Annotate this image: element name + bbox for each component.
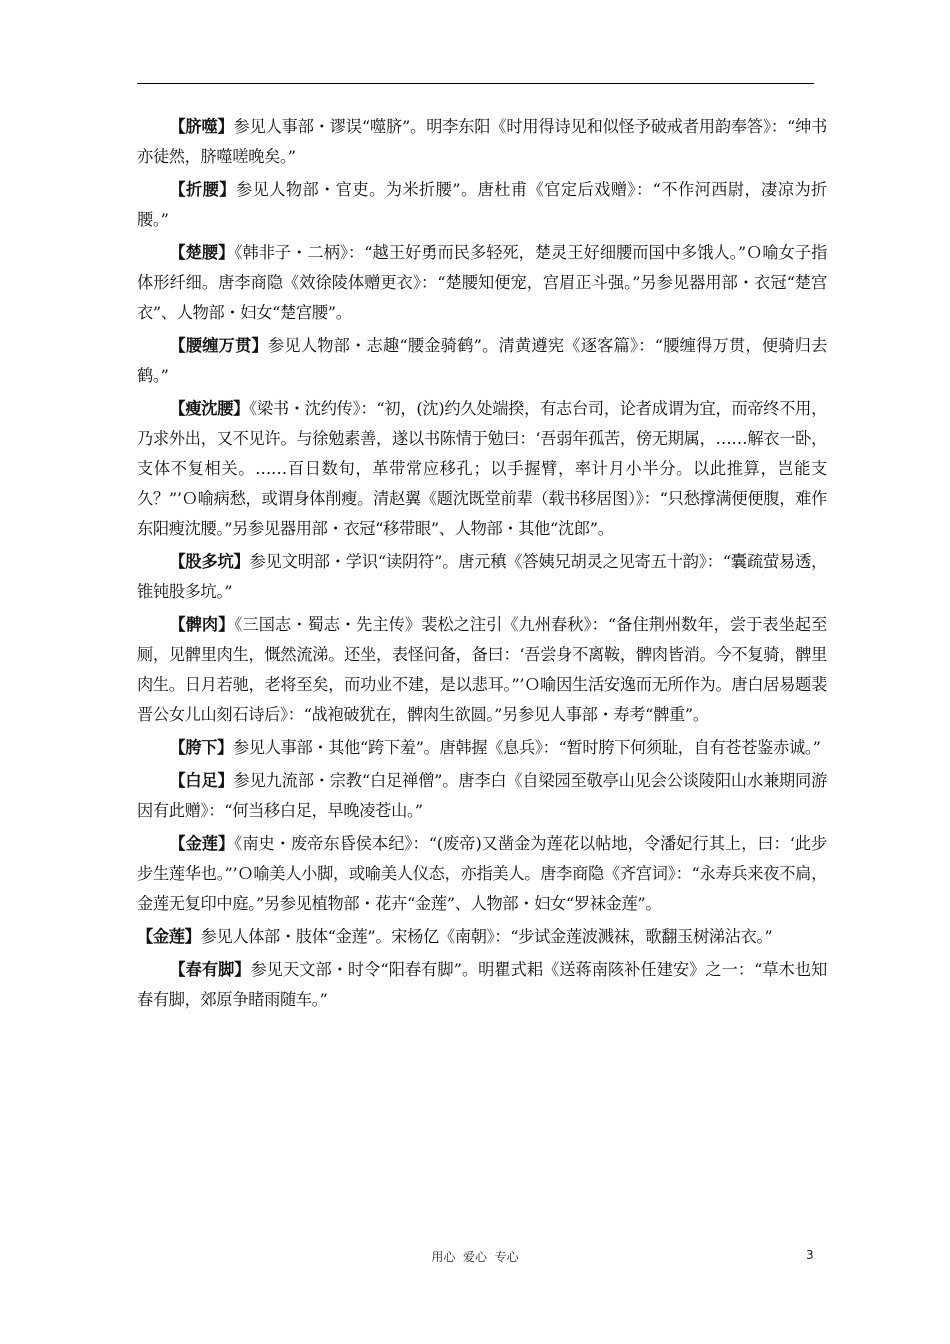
entry-birou <box>137 610 827 730</box>
entry-headword: 【金莲】 <box>137 927 201 946</box>
entry-text: 参见人物部・官吏。为米折腰”。唐杜甫《官定后戏赠》：“不作河西尉，凄凉为折腰。” <box>137 180 827 229</box>
footer-motto: 用心 爱心 专心 <box>431 1250 519 1264</box>
entry-headword: 【金莲】 <box>169 834 235 853</box>
entry-shoushenyao <box>137 394 827 544</box>
entry-zheyao <box>137 175 827 235</box>
entry-guduokeng <box>137 547 827 607</box>
entry-text: 参见人物部・志趣“腰金骑鹤”。清黄遵宪《逐客篇》：“腰缠得万贯，便骑归去鹤。” <box>137 336 827 385</box>
entry-headword: 【股多坑】 <box>169 552 250 571</box>
entry-chunyoujiao <box>137 955 827 1015</box>
entry-headword: 【髀肉】 <box>169 615 235 634</box>
entry-headword: 【折腰】 <box>169 180 236 199</box>
entry-kuaxia <box>137 733 827 763</box>
entry-headword: 【白足】 <box>169 771 234 790</box>
entry-text: 《韩非子・二柄》：“越王好勇而民多轻死，楚灵王好细腰而国中多饿人。”Ｏ喻女子指体形纤细。唐李商隐《效徐陵体赠更衣》：“楚腰知便宠，宫眉正斗强。”另参见器用部・衣冠“楚宫衣”、人物部・妇女“楚宫腰”。 <box>137 243 827 322</box>
entry-text: 《梁书・沈约传》：“初，(沈)约久处端揆，有志台司，论者成谓为宜，而帝终不用，乃求外出，又不见许。与徐勉素善，遂以书陈情于勉曰：‘吾弱年孤苦，傍无期属，……解衣一卧，支体不复相关。……百日数旬，革带常应移孔；以手握臂，率计月小半分。以此推算，岂能支久？”’Ｏ喻病愁，或谓身体削瘦。清赵翼《题沈既堂前辈（载书移居图）》：“只愁撑满便便腹，难作东阳瘦沈腰。”另参见器用部・衣冠“移带眼”、人物部・其他“沈郎”。 <box>137 399 827 538</box>
entry-jinlian-1 <box>137 829 827 919</box>
entry-text: 参见文明部・学识“读阴符”。唐元稹《答姨兄胡灵之见寄五十韵》：“囊疏萤易透，锥钝股多坑。” <box>137 552 827 601</box>
entry-headword: 【腰缠万贯】 <box>169 336 268 355</box>
entry-text: 《南史・废帝东昏侯本纪》：“(废帝)又凿金为莲花以帖地，令潘妃行其上，曰：‘此步步生莲华也。”’Ｏ喻美人小脚，或喻美人仪态，亦指美人。唐李商隐《齐宫词》：“永寿兵来夜不扃，金莲无复印中庭。”另参见植物部・花卉“金莲”、人物部・妇女“罗袜金莲”。 <box>137 834 827 913</box>
entry-qishi <box>137 112 827 172</box>
entry-text: 参见人事部・谬误“噬脐”。明李东阳《时用得诗见和似怪予破戒者用韵奉答》：“绅书亦徒然，脐噬嗟晚矣。” <box>137 117 827 166</box>
entry-text: 《三国志・蜀志・先主传》裴松之注引《九州春秋》：“备住荆州数年，尝于表坐起至厕，见髀里肉生，慨然流涕。还坐，表怪问备，备曰：‘吾尝身不离鞍，髀肉皆消。今不复骑，髀里肉生。日月若驰，老将至矣，而功业不建，是以悲耳。”’Ｏ喻因生活安逸而无所作为。唐白居易题裴晋公女儿山刻石诗后》：“战袍破犹在，髀肉生欲圆。”另参见人事部・寿考“髀重”。 <box>137 615 827 724</box>
entry-headword: 【春有脚】 <box>169 960 251 979</box>
entry-text: 参见人事部・其他“跨下羞”。唐韩握《息兵》：“暂时胯下何须耻，自有苍苍鉴赤诚。” <box>232 738 821 757</box>
page-number: 3 <box>806 1248 814 1262</box>
entry-jinlian-2 <box>137 922 827 952</box>
entry-headword: 【脐噬】 <box>169 117 234 136</box>
entry-yaochan <box>137 331 827 391</box>
entry-text: 参见九流部・宗教“白足禅僧”。唐李白《自梁园至敬亭山见会公谈陵阳山水兼期同游因有此赠》：“何当移白足，早晚凌苍山。” <box>137 771 827 820</box>
entry-chuyao <box>137 238 827 328</box>
entry-text: 参见人体部・肢体“金莲”。宋杨亿《南朝》：“步试金莲波溅袜，歌翻玉树涕沾衣。” <box>200 927 773 946</box>
entry-baizu <box>137 766 827 826</box>
header-rule <box>137 83 814 84</box>
document-body <box>137 112 827 1018</box>
entry-headword: 【胯下】 <box>169 738 233 757</box>
entry-headword: 【瘦沈腰】 <box>169 399 250 418</box>
entry-text: 参见天文部・时令“阳春有脚”。明瞿式耜《送蒋南陔补任建安》之一：“草木也知春有脚，郊原争睹雨随车。” <box>137 960 827 1009</box>
entry-headword: 【楚腰】 <box>169 243 235 262</box>
